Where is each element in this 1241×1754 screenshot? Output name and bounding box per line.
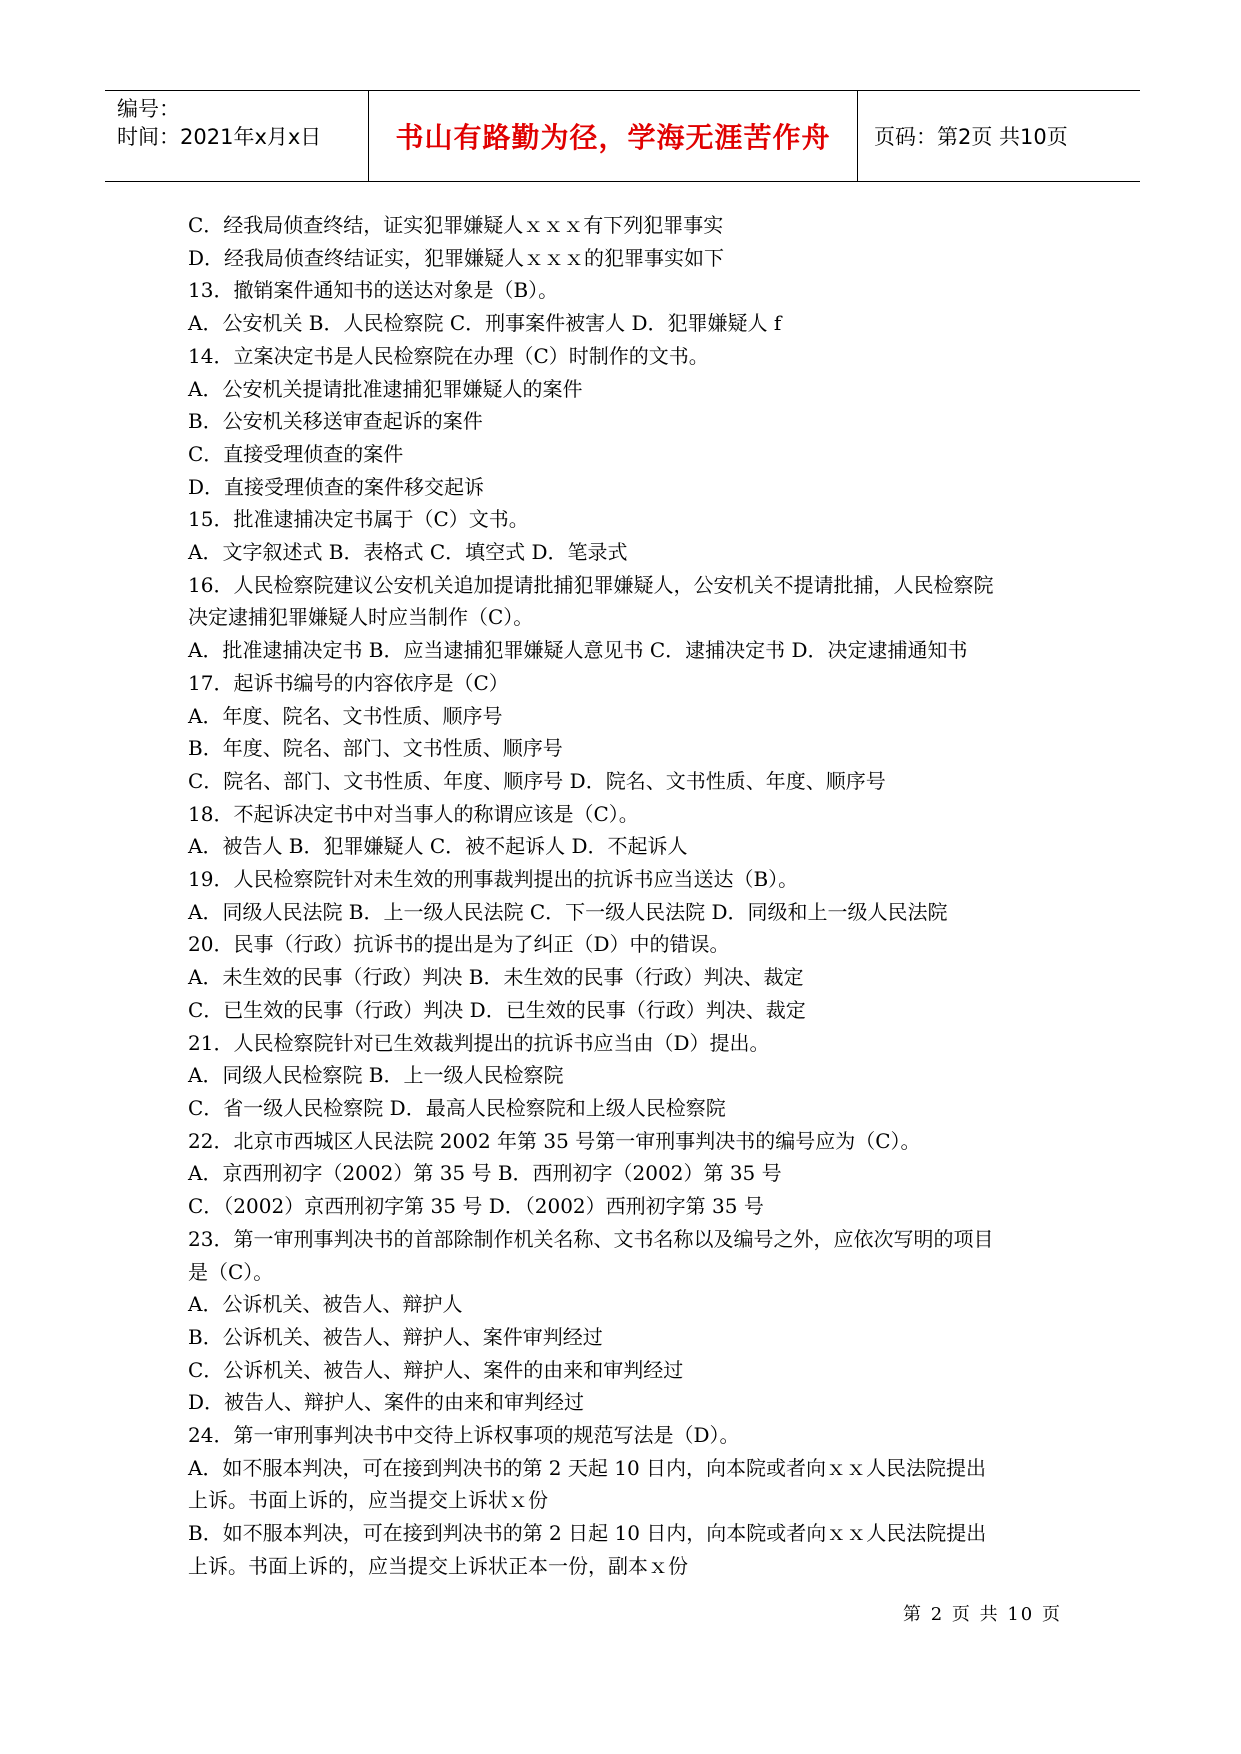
text-line: B．年度、院名、部门、文书性质、顺序号 (188, 736, 563, 761)
text-line: A．被告人 B．犯罪嫌疑人 C．被不起诉人 D．不起诉人 (188, 834, 688, 859)
page-footer: 第 2 页 共 10 页 (903, 1604, 1062, 1625)
text-line: 上诉。书面上诉的，应当提交上诉状ｘ份 (188, 1488, 548, 1513)
text-line: A．未生效的民事（行政）判决 B．未生效的民事（行政）判决、裁定 (188, 965, 804, 990)
text-line: A．年度、院名、文书性质、顺序号 (188, 703, 503, 728)
text-line: 15．批准逮捕决定书属于（C）文书。 (188, 507, 529, 532)
text-line: A．批准逮捕决定书 B．应当逮捕犯罪嫌疑人意见书 C．逮捕决定书 D．决定逮捕通知书 (188, 638, 968, 663)
text-line: 18．不起诉决定书中对当事人的称谓应该是（C）。 (188, 801, 639, 826)
document-number-label: 编号： (117, 97, 180, 121)
text-line: C．已生效的民事（行政）判决 D．已生效的民事（行政）判决、裁定 (188, 997, 806, 1022)
text-line: 21．人民检察院针对已生效裁判提出的抗诉书应当由（D）提出。 (188, 1030, 770, 1055)
page-header (105, 90, 1140, 182)
text-line: 上诉。书面上诉的，应当提交上诉状正本一份，副本ｘ份 (188, 1553, 688, 1578)
text-line: 20．民事（行政）抗诉书的提出是为了纠正（D）中的错误。 (188, 932, 730, 957)
text-line: B．如不服本判决，可在接到判决书的第 2 日起 10 日内，向本院或者向ｘｘ人民法院提出 (188, 1521, 987, 1546)
text-line: C．院名、部门、文书性质、年度、顺序号 D．院名、文书性质、年度、顺序号 (188, 768, 886, 793)
header-motto: 书山有路勤为径，学海无涯苦作舟 (395, 121, 831, 154)
text-line: A．公安机关 B．人民检察院 C．刑事案件被害人 D．犯罪嫌疑人 f (188, 311, 782, 336)
document-time-label: 时间：2021年x月x日 (117, 125, 322, 149)
text-line: C．经我局侦查终结，证实犯罪嫌疑人ｘｘｘ有下列犯罪事实 (188, 213, 724, 237)
text-line: 19．人民检察院针对未生效的刑事裁判提出的抗诉书应当送达（B）。 (188, 867, 799, 892)
text-line: 14．立案决定书是人民检察院在办理（C）时制作的文书。 (188, 343, 709, 368)
header-page-label: 页码：第2页 共10页 (874, 125, 1068, 149)
text-line: A．如不服本判决，可在接到判决书的第 2 天起 10 日内，向本院或者向ｘｘ人民法院提出 (188, 1455, 987, 1480)
text-line: 17．起诉书编号的内容依序是（C） (188, 670, 509, 695)
text-line: 是（C）。 (188, 1259, 274, 1284)
text-line: 决定逮捕犯罪嫌疑人时应当制作（C）。 (188, 605, 534, 630)
text-line: B．公安机关移送审查起诉的案件 (188, 409, 483, 434)
text-line: A．同级人民法院 B．上一级人民法院 C．下一级人民法院 D．同级和上一级人民法院 (188, 899, 948, 924)
text-line: 24．第一审刑事判决书中交待上诉权事项的规范写法是（D）。 (188, 1423, 740, 1448)
document-body (188, 209, 1058, 1583)
text-line: C．公诉机关、被告人、辩护人、案件的由来和审判经过 (188, 1357, 684, 1382)
text-line: C．（2002）京西刑初字第 35 号 D．（2002）西刑初字第 35 号 (188, 1194, 764, 1219)
text-line: A．同级人民检察院 B．上一级人民检察院 (188, 1063, 564, 1088)
text-line: 23．第一审刑事判决书的首部除制作机关名称、文书名称以及编号之外，应依次写明的项目 (188, 1226, 994, 1251)
text-line: 22．北京市西城区人民法院 2002 年第 35 号第一审刑事判决书的编号应为（C）。 (188, 1128, 921, 1153)
text-line: 13．撤销案件通知书的送达对象是（B）。 (188, 278, 559, 303)
text-line: C．省一级人民检察院 D．最高人民检察院和上级人民检察院 (188, 1095, 726, 1120)
text-line: A．公安机关提请批准逮捕犯罪嫌疑人的案件 (188, 376, 583, 401)
text-line: D．被告人、辩护人、案件的由来和审判经过 (188, 1390, 585, 1415)
text-line: A．京西刑初字（2002）第 35 号 B．西刑初字（2002）第 35 号 (188, 1161, 782, 1186)
text-line: 16．人民检察院建议公安机关追加提请批捕犯罪嫌疑人，公安机关不提请批捕，人民检察院 (188, 572, 994, 597)
text-line: A．文字叙述式 B．表格式 C．填空式 D．笔录式 (188, 540, 628, 565)
text-line: B．公诉机关、被告人、辩护人、案件审判经过 (188, 1324, 603, 1349)
text-line: D．经我局侦查终结证实，犯罪嫌疑人ｘｘｘ的犯罪事实如下 (188, 245, 725, 270)
text-line: D．直接受理侦查的案件移交起诉 (188, 474, 485, 499)
text-line: A．公诉机关、被告人、辩护人 (188, 1292, 463, 1317)
text-line: C．直接受理侦查的案件 (188, 441, 404, 466)
